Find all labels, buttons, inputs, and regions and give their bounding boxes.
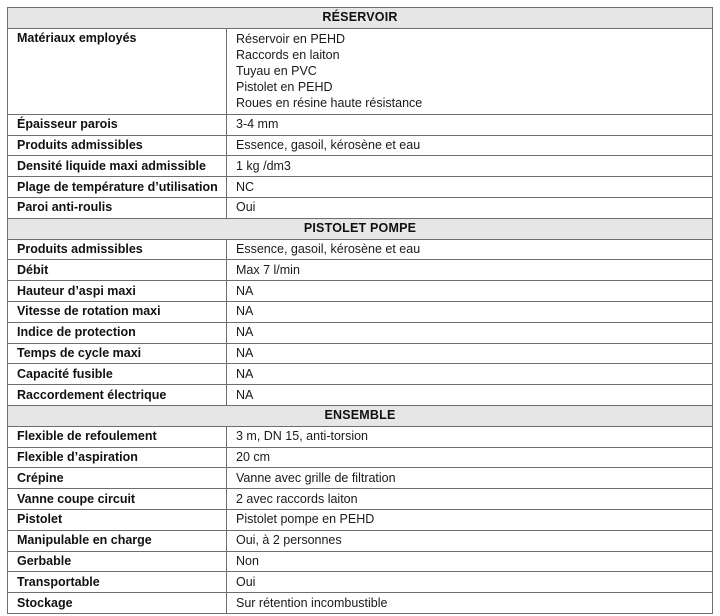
row-value: Pistolet pompe en PEHD [227, 509, 713, 530]
table-row [8, 260, 713, 281]
row-value: 3-4 mm [227, 114, 713, 135]
table-row [8, 322, 713, 343]
table-row [8, 197, 713, 218]
table-row [8, 135, 713, 156]
section-title: PISTOLET POMPE [8, 218, 713, 239]
row-label: Flexible d’aspiration [8, 447, 227, 468]
table-row [8, 156, 713, 177]
table-row [8, 28, 713, 114]
row-label: Produits admissibles [8, 135, 227, 156]
row-label: Paroi anti-roulis [8, 197, 227, 218]
table-row [8, 385, 713, 406]
row-label: Débit [8, 260, 227, 281]
spec-table [7, 7, 713, 614]
row-value: Non [227, 551, 713, 572]
row-value: Max 7 l/min [227, 260, 713, 281]
section-header-pistolet [8, 218, 713, 239]
table-row [8, 489, 713, 510]
row-value: 20 cm [227, 447, 713, 468]
table-row [8, 301, 713, 322]
table-row [8, 364, 713, 385]
table-row [8, 468, 713, 489]
table-row [8, 530, 713, 551]
row-label: Flexible de refoulement [8, 426, 227, 447]
row-label: Indice de protection [8, 322, 227, 343]
row-label: Vanne coupe circuit [8, 489, 227, 510]
row-label: Épaisseur parois [8, 114, 227, 135]
value-line: Raccords en laiton [236, 47, 340, 62]
row-value: Essence, gasoil, kérosène et eau [227, 135, 713, 156]
row-value: NC [227, 177, 713, 198]
row-label: Produits admissibles [8, 239, 227, 260]
row-value: NA [227, 343, 713, 364]
table-row [8, 426, 713, 447]
row-value: 1 kg /dm3 [227, 156, 713, 177]
table-row [8, 551, 713, 572]
row-label: Pistolet [8, 509, 227, 530]
row-value: NA [227, 281, 713, 302]
row-value: NA [227, 385, 713, 406]
table-row [8, 114, 713, 135]
row-label: Plage de température d’utilisation [8, 177, 227, 198]
row-label: Manipulable en charge [8, 530, 227, 551]
table-row [8, 447, 713, 468]
row-label: Vitesse de rotation maxi [8, 301, 227, 322]
row-value: Sur rétention incombustible [227, 593, 713, 614]
row-label: Matériaux employés [8, 28, 227, 114]
section-header-reservoir [8, 8, 713, 29]
table-row [8, 593, 713, 614]
row-label: Capacité fusible [8, 364, 227, 385]
row-value: Oui [227, 197, 713, 218]
table-row [8, 572, 713, 593]
row-value: Vanne avec grille de filtration [227, 468, 713, 489]
row-label: Crépine [8, 468, 227, 489]
row-label: Hauteur d’aspi maxi [8, 281, 227, 302]
section-header-ensemble [8, 405, 713, 426]
value-line: Tuyau en PVC [236, 63, 317, 78]
row-label: Densité liquide maxi admissible [8, 156, 227, 177]
table-row [8, 343, 713, 364]
row-value: 2 avec raccords laiton [227, 489, 713, 510]
row-value [227, 28, 713, 114]
row-label: Gerbable [8, 551, 227, 572]
table-row [8, 509, 713, 530]
row-label: Stockage [8, 593, 227, 614]
section-title: RÉSERVOIR [8, 8, 713, 29]
row-value: NA [227, 301, 713, 322]
section-title: ENSEMBLE [8, 405, 713, 426]
row-label: Temps de cycle maxi [8, 343, 227, 364]
table-row [8, 239, 713, 260]
row-label: Raccordement électrique [8, 385, 227, 406]
row-value: Oui, à 2 personnes [227, 530, 713, 551]
row-value: NA [227, 322, 713, 343]
value-line: Pistolet en PEHD [236, 79, 333, 94]
row-value: 3 m, DN 15, anti-torsion [227, 426, 713, 447]
value-line: Réservoir en PEHD [236, 31, 346, 46]
row-value: Essence, gasoil, kérosène et eau [227, 239, 713, 260]
row-label: Transportable [8, 572, 227, 593]
row-value: NA [227, 364, 713, 385]
row-value: Oui [227, 572, 713, 593]
table-row [8, 177, 713, 198]
value-line: Roues en résine haute résistance [236, 95, 423, 110]
table-row [8, 281, 713, 302]
